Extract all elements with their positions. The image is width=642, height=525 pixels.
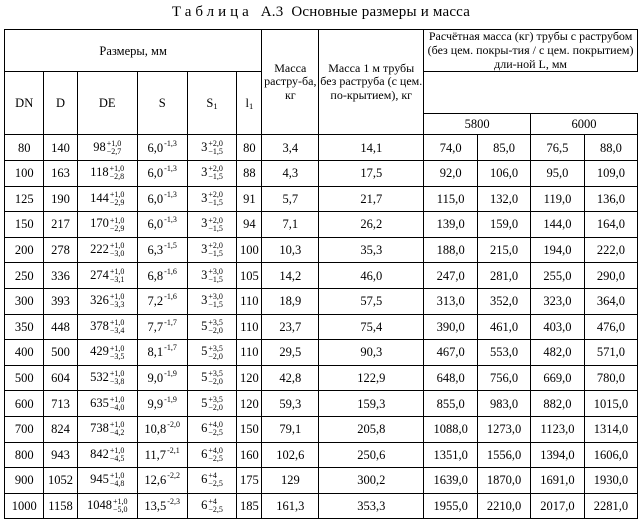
cell-l1: 100	[237, 237, 262, 263]
table-body	[5, 135, 638, 519]
cell-mass-6000-plain: 119,0	[531, 186, 585, 212]
cell-mass-6000-coated: 164,0	[584, 212, 637, 238]
cell-mass-per-meter: 26,2	[319, 212, 424, 238]
cell-mass-6000-plain: 76,5	[531, 135, 585, 161]
cell-mass-5800-coated: 1870,0	[478, 468, 531, 494]
cell-de: 98 +1,0 −2,7	[77, 135, 137, 161]
cell-d: 217	[44, 212, 77, 238]
cell-l1: 120	[237, 391, 262, 417]
cell-mass-5800-plain: 467,0	[424, 340, 478, 366]
cell-mass-5800-plain: 1351,0	[424, 442, 478, 468]
cell-socket-mass: 5,7	[262, 186, 319, 212]
cell-s: $9,9^{-1,9}$	[137, 391, 187, 417]
cell-mass-per-meter: 14,1	[319, 135, 424, 161]
table-row	[5, 135, 638, 161]
cell-s: $6,3^{-1,5}$	[137, 237, 187, 263]
header-d: D	[44, 72, 77, 135]
cell-de: 429 +1,0 −3,5	[77, 340, 137, 366]
table-row	[5, 340, 638, 366]
cell-l1: 185	[237, 493, 262, 519]
cell-socket-mass: 129	[262, 468, 319, 494]
table-title-label: Таблица	[171, 4, 253, 20]
cell-mass-6000-coated: 476,0	[584, 314, 637, 340]
cell-mass-6000-coated: 1314,0	[584, 416, 637, 442]
cell-mass-6000-plain: 194,0	[531, 237, 585, 263]
cell-s: $6,0^{-1,3}$	[137, 186, 187, 212]
table-row	[5, 391, 638, 417]
table-row	[5, 186, 638, 212]
cell-d: 500	[44, 340, 77, 366]
cell-mass-6000-coated: 136,0	[584, 186, 637, 212]
cell-socket-mass: 3,4	[262, 135, 319, 161]
cell-socket-mass: 7,1	[262, 212, 319, 238]
cell-dn: 400	[5, 340, 44, 366]
cell-s: $9,0^{-1,9}$	[137, 365, 187, 391]
cell-d: 140	[44, 135, 77, 161]
cell-d: 824	[44, 416, 77, 442]
cell-de: 118 +1,0 −2,8	[77, 160, 137, 186]
table-title-number: А.3	[260, 4, 284, 20]
cell-socket-mass: 42,8	[262, 365, 319, 391]
cell-l1: 80	[237, 135, 262, 161]
header-socket-mass: Масса растру-ба, кг	[262, 30, 319, 135]
cell-mass-5800-plain: 139,0	[424, 212, 478, 238]
cell-dn: 250	[5, 263, 44, 289]
cell-s1: 5 +3,5 −2,0	[187, 340, 237, 366]
cell-dn: 200	[5, 237, 44, 263]
cell-mass-per-meter: 300,2	[319, 468, 424, 494]
cell-mass-5800-coated: 352,0	[478, 288, 531, 314]
dimensions-mass-table	[4, 29, 638, 519]
cell-s: $13,5^{-2,3}$	[137, 493, 187, 519]
cell-dn: 80	[5, 135, 44, 161]
cell-de: 945 +1,0 −4,8	[77, 468, 137, 494]
cell-mass-6000-plain: 403,0	[531, 314, 585, 340]
header-sizes-group: Размеры, мм	[5, 30, 262, 72]
cell-mass-6000-coated: 780,0	[584, 365, 637, 391]
header-length-5800: 5800	[424, 114, 531, 135]
table-row	[5, 160, 638, 186]
cell-mass-5800-plain: 1088,0	[424, 416, 478, 442]
cell-de: 532 +1,0 −3,8	[77, 365, 137, 391]
cell-mass-6000-plain: 144,0	[531, 212, 585, 238]
cell-mass-per-meter: 122,9	[319, 365, 424, 391]
cell-socket-mass: 102,6	[262, 442, 319, 468]
cell-mass-6000-coated: 109,0	[584, 160, 637, 186]
cell-s1: 5 +3,5 −2,0	[187, 391, 237, 417]
header-l1: $l_1$	[237, 72, 262, 135]
cell-socket-mass: 59,3	[262, 391, 319, 417]
cell-dn: 125	[5, 186, 44, 212]
cell-s1: 6 +4,0 −2,5	[187, 416, 237, 442]
cell-s: $10,8^{-2,0}$	[137, 416, 187, 442]
cell-de: 635 +1,0 −4,0	[77, 391, 137, 417]
header-mass-per-meter: Масса 1 м трубы без раструба (с цем. по-крытием), кг	[319, 30, 424, 135]
cell-d: 336	[44, 263, 77, 289]
cell-s: $11,7^{-2,1}$	[137, 442, 187, 468]
cell-mass-per-meter: 250,6	[319, 442, 424, 468]
cell-mass-6000-plain: 255,0	[531, 263, 585, 289]
table-row	[5, 237, 638, 263]
cell-mass-5800-plain: 855,0	[424, 391, 478, 417]
cell-d: 163	[44, 160, 77, 186]
cell-mass-5800-plain: 313,0	[424, 288, 478, 314]
cell-d: 1052	[44, 468, 77, 494]
cell-mass-6000-plain: 482,0	[531, 340, 585, 366]
table-title	[0, 4, 642, 21]
header-dn: DN	[5, 72, 44, 135]
cell-mass-5800-coated: 983,0	[478, 391, 531, 417]
cell-d: 278	[44, 237, 77, 263]
cell-dn: 900	[5, 468, 44, 494]
cell-l1: 110	[237, 288, 262, 314]
cell-mass-6000-plain: 1394,0	[531, 442, 585, 468]
header-s1: $S_1$	[187, 72, 237, 135]
cell-mass-5800-plain: 247,0	[424, 263, 478, 289]
cell-mass-6000-plain: 323,0	[531, 288, 585, 314]
cell-de: 1048 +1,0 −5,0	[77, 493, 137, 519]
cell-s1: 3 +2,0 −1,5	[187, 160, 237, 186]
cell-l1: 105	[237, 263, 262, 289]
cell-socket-mass: 23,7	[262, 314, 319, 340]
cell-mass-6000-plain: 1123,0	[531, 416, 585, 442]
cell-mass-6000-coated: 290,0	[584, 263, 637, 289]
cell-dn: 350	[5, 314, 44, 340]
cell-mass-5800-plain: 115,0	[424, 186, 478, 212]
cell-mass-6000-coated: 1015,0	[584, 391, 637, 417]
cell-l1: 91	[237, 186, 262, 212]
table-row	[5, 416, 638, 442]
cell-socket-mass: 29,5	[262, 340, 319, 366]
cell-socket-mass: 14,2	[262, 263, 319, 289]
cell-mass-5800-coated: 1556,0	[478, 442, 531, 468]
cell-mass-5800-coated: 1273,0	[478, 416, 531, 442]
cell-mass-6000-coated: 364,0	[584, 288, 637, 314]
cell-mass-per-meter: 159,3	[319, 391, 424, 417]
cell-dn: 1000	[5, 493, 44, 519]
cell-s: $7,7^{-1,7}$	[137, 314, 187, 340]
cell-s: $8,1^{-1,7}$	[137, 340, 187, 366]
cell-s: $6,0^{-1,3}$	[137, 212, 187, 238]
cell-mass-5800-coated: 132,0	[478, 186, 531, 212]
cell-l1: 110	[237, 314, 262, 340]
cell-mass-5800-coated: 159,0	[478, 212, 531, 238]
cell-socket-mass: 79,1	[262, 416, 319, 442]
header-calculated-mass: Расчётная масса (кг) трубы с раструбом (без цем. покры-тия / с цем. покрытием) дли-ной L, мм	[424, 30, 638, 72]
header-de: DE	[77, 72, 137, 135]
header-length-6000: 6000	[531, 114, 638, 135]
cell-mass-5800-coated: 215,0	[478, 237, 531, 263]
cell-mass-5800-plain: 188,0	[424, 237, 478, 263]
cell-socket-mass: 10,3	[262, 237, 319, 263]
cell-mass-5800-coated: 281,0	[478, 263, 531, 289]
cell-s: $7,2^{-1,6}$	[137, 288, 187, 314]
table-row	[5, 212, 638, 238]
cell-mass-5800-plain: 390,0	[424, 314, 478, 340]
cell-s: $6,8^{-1,6}$	[137, 263, 187, 289]
cell-mass-6000-coated: 571,0	[584, 340, 637, 366]
cell-s1: 3 +3,0 −1,5	[187, 263, 237, 289]
cell-s: $6,0^{-1,3}$	[137, 160, 187, 186]
cell-dn: 500	[5, 365, 44, 391]
table-row	[5, 288, 638, 314]
cell-s1: 5 +3,5 −2,0	[187, 365, 237, 391]
cell-l1: 110	[237, 340, 262, 366]
cell-s1: 6 +4 −2,5	[187, 468, 237, 494]
cell-socket-mass: 161,3	[262, 493, 319, 519]
cell-mass-5800-coated: 756,0	[478, 365, 531, 391]
cell-dn: 800	[5, 442, 44, 468]
cell-de: 378 +1,0 −3,4	[77, 314, 137, 340]
cell-mass-5800-plain: 648,0	[424, 365, 478, 391]
cell-mass-6000-plain: 95,0	[531, 160, 585, 186]
table-row	[5, 263, 638, 289]
table-row	[5, 468, 638, 494]
cell-s1: 6 +4,0 −2,5	[187, 442, 237, 468]
table-row	[5, 314, 638, 340]
cell-mass-6000-coated: 1606,0	[584, 442, 637, 468]
cell-d: 943	[44, 442, 77, 468]
table-title-text: Основные размеры и масса	[291, 4, 471, 20]
cell-mass-per-meter: 35,3	[319, 237, 424, 263]
cell-mass-5800-coated: 106,0	[478, 160, 531, 186]
cell-mass-6000-plain: 1691,0	[531, 468, 585, 494]
table-row	[5, 365, 638, 391]
cell-s1: 3 +2,0 −1,5	[187, 135, 237, 161]
cell-mass-per-meter: 21,7	[319, 186, 424, 212]
cell-socket-mass: 18,9	[262, 288, 319, 314]
cell-dn: 100	[5, 160, 44, 186]
cell-mass-5800-coated: 2210,0	[478, 493, 531, 519]
cell-de: 170 +1,0 −2,9	[77, 212, 137, 238]
cell-mass-per-meter: 205,8	[319, 416, 424, 442]
table-row	[5, 442, 638, 468]
cell-mass-6000-coated: 222,0	[584, 237, 637, 263]
cell-s1: 5 +3,5 −2,0	[187, 314, 237, 340]
cell-de: 738 +1,0 −4,2	[77, 416, 137, 442]
cell-mass-per-meter: 17,5	[319, 160, 424, 186]
cell-socket-mass: 4,3	[262, 160, 319, 186]
cell-mass-per-meter: 75,4	[319, 314, 424, 340]
table-row	[5, 493, 638, 519]
cell-mass-6000-coated: 1930,0	[584, 468, 637, 494]
cell-mass-6000-coated: 88,0	[584, 135, 637, 161]
cell-mass-6000-plain: 882,0	[531, 391, 585, 417]
cell-d: 604	[44, 365, 77, 391]
cell-de: 274 +1,0 −3,1	[77, 263, 137, 289]
cell-dn: 600	[5, 391, 44, 417]
cell-mass-5800-coated: 553,0	[478, 340, 531, 366]
cell-d: 393	[44, 288, 77, 314]
cell-s1: 6 +4 −2,5	[187, 493, 237, 519]
cell-de: 842 +1,0 −4,5	[77, 442, 137, 468]
cell-de: 326 +1,0 −3,3	[77, 288, 137, 314]
cell-mass-5800-coated: 85,0	[478, 135, 531, 161]
cell-s: $6,0^{-1,3}$	[137, 135, 187, 161]
cell-de: 222 +1,0 −3,0	[77, 237, 137, 263]
cell-l1: 120	[237, 365, 262, 391]
cell-s1: 3 +2,0 −1,5	[187, 237, 237, 263]
cell-l1: 175	[237, 468, 262, 494]
cell-d: 190	[44, 186, 77, 212]
cell-d: 448	[44, 314, 77, 340]
cell-mass-6000-coated: 2281,0	[584, 493, 637, 519]
cell-mass-5800-plain: 74,0	[424, 135, 478, 161]
cell-s: $12,6^{-2,2}$	[137, 468, 187, 494]
cell-mass-6000-plain: 2017,0	[531, 493, 585, 519]
cell-mass-6000-plain: 669,0	[531, 365, 585, 391]
cell-d: 1158	[44, 493, 77, 519]
cell-dn: 150	[5, 212, 44, 238]
cell-l1: 150	[237, 416, 262, 442]
cell-l1: 88	[237, 160, 262, 186]
cell-mass-5800-plain: 1639,0	[424, 468, 478, 494]
cell-de: 144 +1,0 −2,9	[77, 186, 137, 212]
cell-mass-5800-plain: 92,0	[424, 160, 478, 186]
cell-dn: 700	[5, 416, 44, 442]
header-s: S	[137, 72, 187, 135]
cell-s1: 3 +2,0 −1,5	[187, 212, 237, 238]
cell-l1: 94	[237, 212, 262, 238]
cell-mass-per-meter: 57,5	[319, 288, 424, 314]
cell-d: 713	[44, 391, 77, 417]
cell-mass-per-meter: 90,3	[319, 340, 424, 366]
cell-mass-per-meter: 353,3	[319, 493, 424, 519]
cell-dn: 300	[5, 288, 44, 314]
cell-s1: 3 +3,0 −1,5	[187, 288, 237, 314]
cell-mass-5800-plain: 1955,0	[424, 493, 478, 519]
cell-s1: 3 +2,0 −1,5	[187, 186, 237, 212]
cell-l1: 160	[237, 442, 262, 468]
cell-mass-per-meter: 46,0	[319, 263, 424, 289]
cell-mass-5800-coated: 461,0	[478, 314, 531, 340]
